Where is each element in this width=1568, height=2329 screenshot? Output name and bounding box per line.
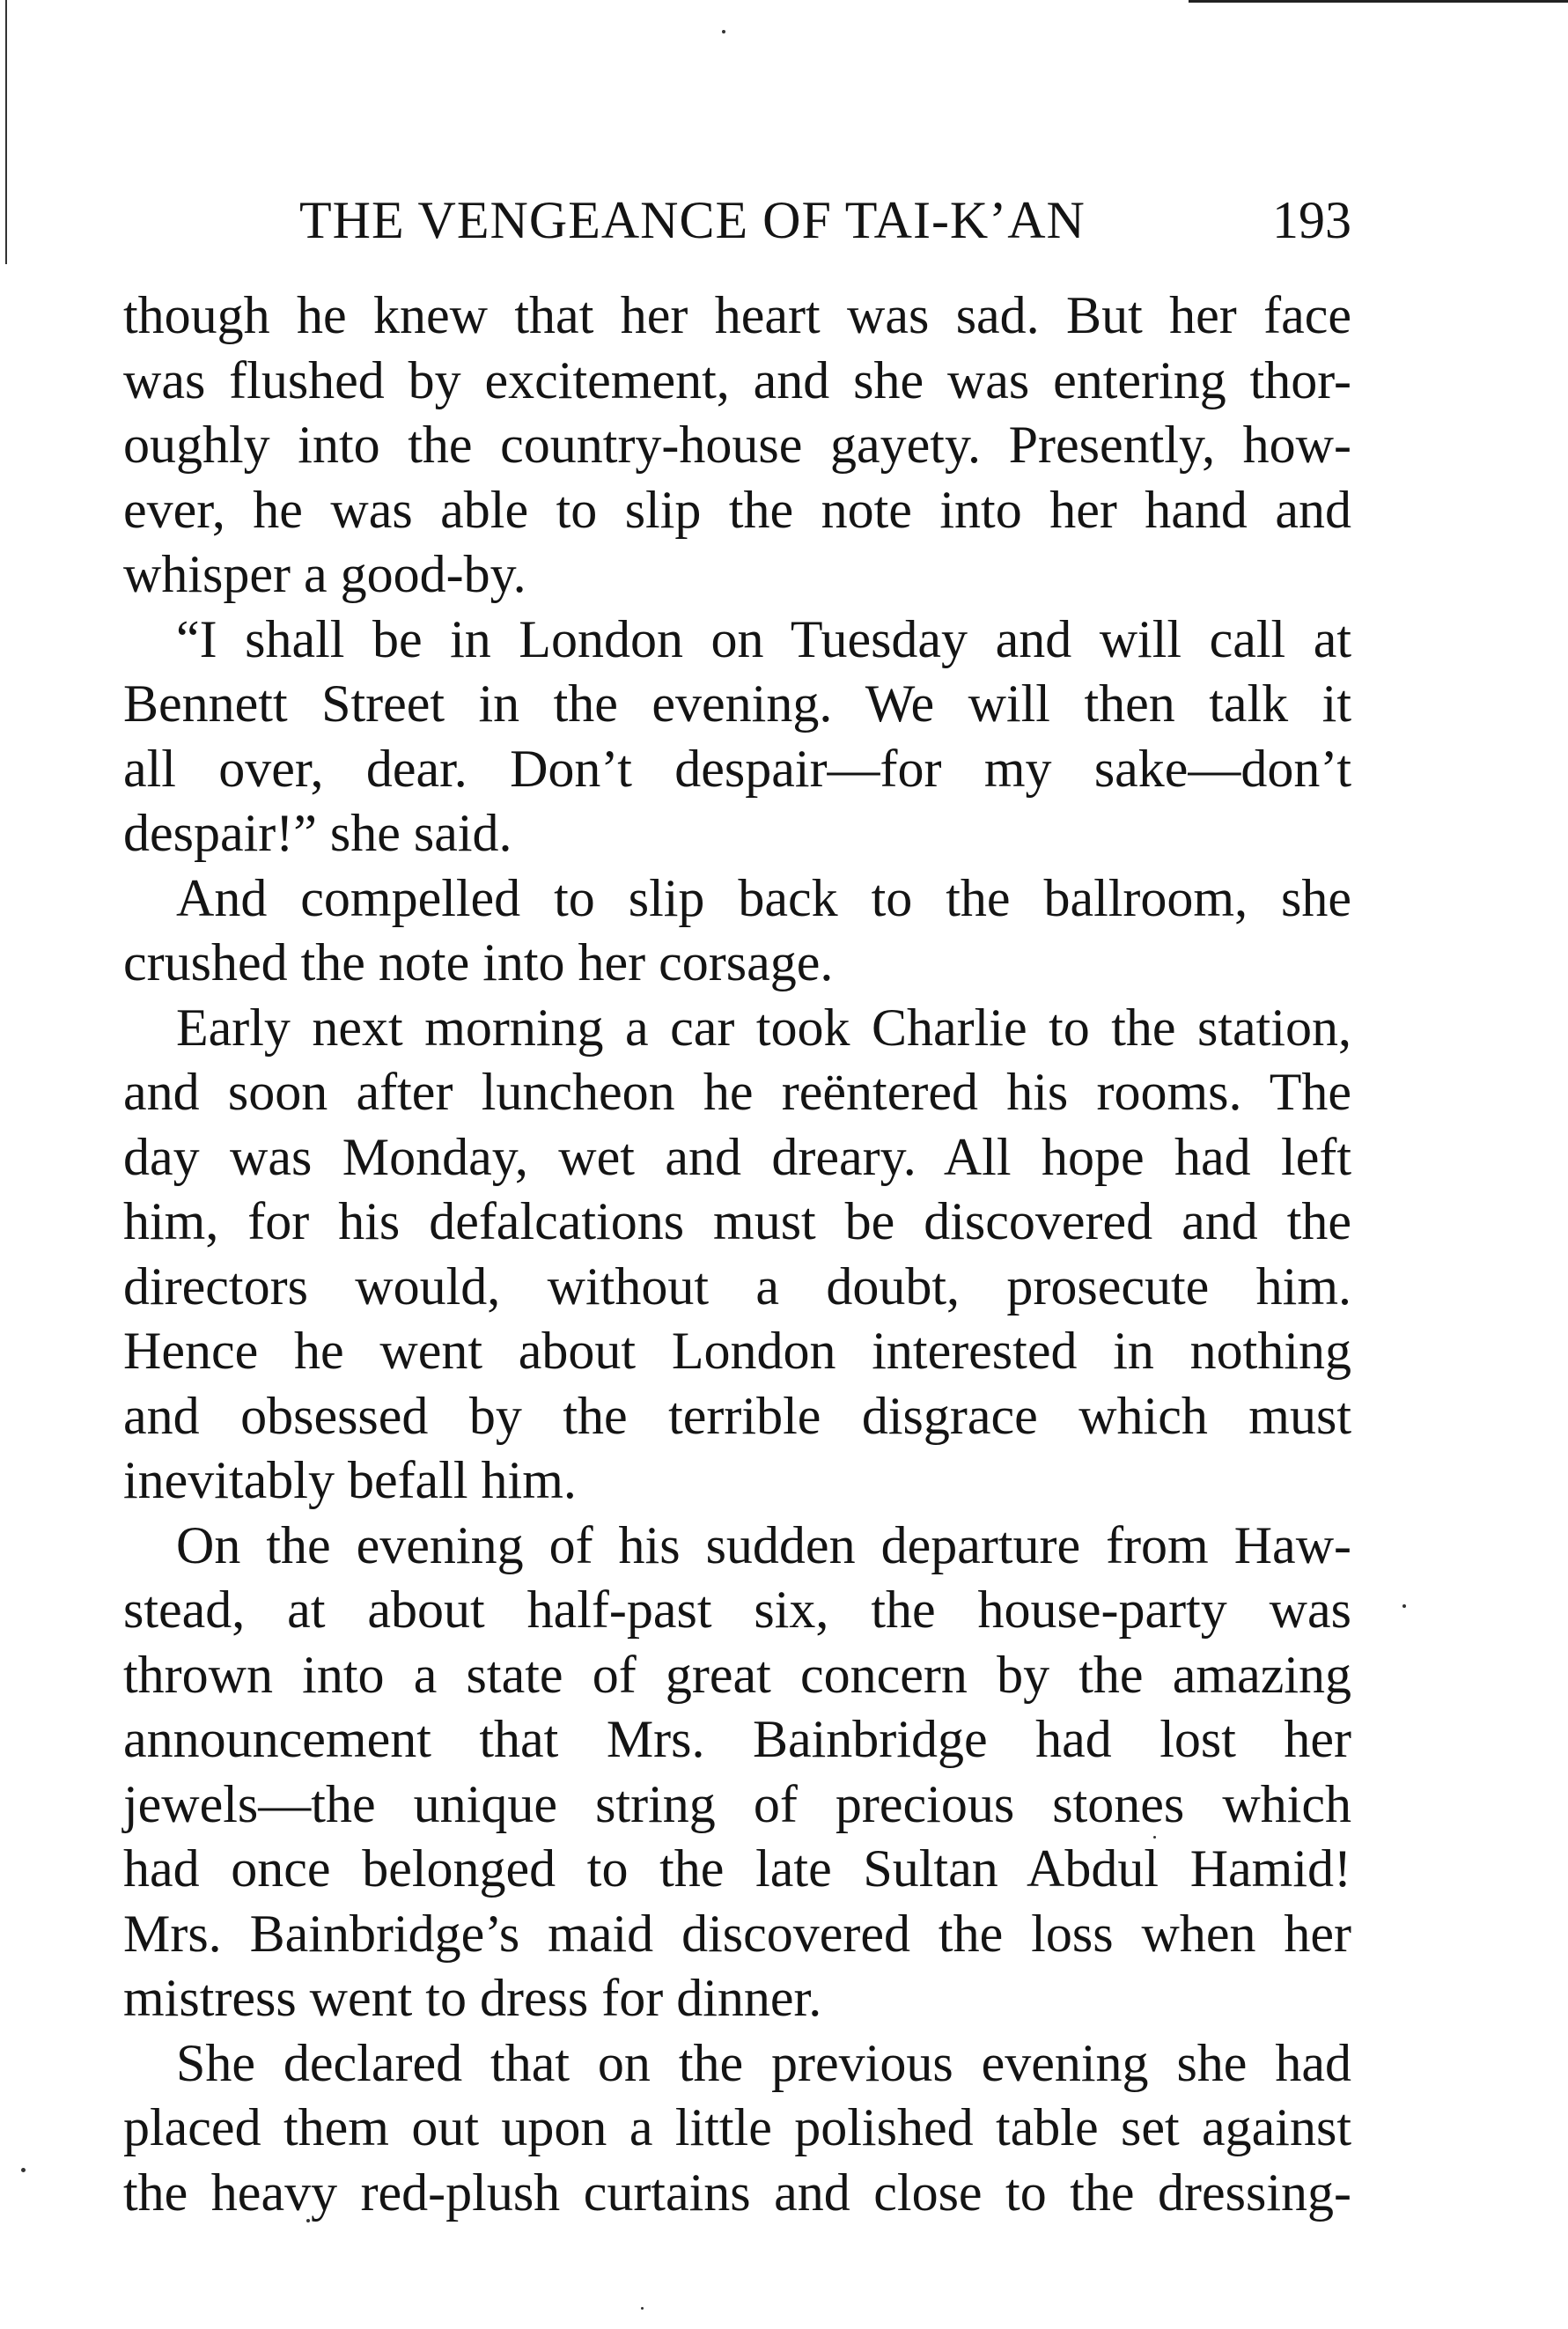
text-line: Early next morning a car took Charlie to the station, (176, 998, 1351, 1057)
running-title: THE VENGEANCE OF TAI-K’AN (299, 191, 1086, 249)
text-line: and obsessed by the terrible disgrace which must (123, 1386, 1351, 1445)
text-line: all over, dear. Don’t despair—for my sake—don’t (123, 739, 1351, 798)
scan-speck (641, 2307, 644, 2310)
scan-speck (21, 2168, 26, 2172)
scan-edge-rule-left (5, 0, 7, 264)
running-head (123, 185, 1351, 255)
scan-speck (1402, 1604, 1406, 1608)
text-line: Mrs. Bainbridge’s maid discovered the loss when her (123, 1904, 1351, 1963)
text-line: ever, he was able to slip the note into her hand and (123, 480, 1351, 539)
text-line: announcement that Mrs. Bainbridge had lost her (123, 1710, 1351, 1768)
body-text (123, 284, 1351, 2225)
scan-speck (722, 30, 725, 33)
text-line: Hence he went about London interested in nothing (123, 1322, 1351, 1380)
text-line: directors would, without a doubt, prosecute him. (123, 1257, 1351, 1316)
text-line: day was Monday, wet and dreary. All hope had left (123, 1127, 1351, 1186)
page-number: 193 (1272, 191, 1351, 249)
text-line: placed them out upon a little polished table set against (123, 2098, 1351, 2156)
text-line: though he knew that her heart was sad. But her face (123, 286, 1351, 344)
text-line: Bennett Street in the evening. We will then talk it (123, 674, 1351, 733)
text-line: stead, at about half-past six, the house-party was (123, 1581, 1351, 1639)
text-line: had once belonged to the late Sultan Abdul Hamid! (123, 1839, 1351, 1898)
text-line: thrown into a state of great concern by the amazing (123, 1645, 1351, 1704)
text-line: and soon after luncheon he reëntered his rooms. The (123, 1063, 1351, 1121)
text-line: And compelled to slip back to the ballroom, she (176, 868, 1351, 927)
text-line: inevitably befall him. (123, 1451, 577, 1509)
text-line: jewels—the unique string of precious stones which (123, 1774, 1351, 1833)
text-line: crushed the note into her corsage. (123, 933, 834, 991)
text-line: She declared that on the previous evening she had (176, 2033, 1351, 2092)
text-line: the heavy red-plush curtains and close to the dressing- (123, 2163, 1351, 2222)
text-line: was flushed by excitement, and she was entering thor- (123, 350, 1351, 409)
text-line: On the evening of his sudden departure from Haw- (176, 1515, 1351, 1574)
text-line: “I shall be in London on Tuesday and will call at (176, 609, 1351, 668)
text-line: whisper a good-by. (123, 545, 526, 603)
text-line: despair!” she said. (123, 804, 512, 862)
text-line: him, for his defalcations must be discovered and the (123, 1192, 1351, 1250)
text-line: mistress went to dress for dinner. (123, 1969, 822, 2027)
text-line: oughly into the country-house gayety. Presently, how- (123, 416, 1351, 474)
scan-edge-rule-top (1189, 0, 1568, 3)
